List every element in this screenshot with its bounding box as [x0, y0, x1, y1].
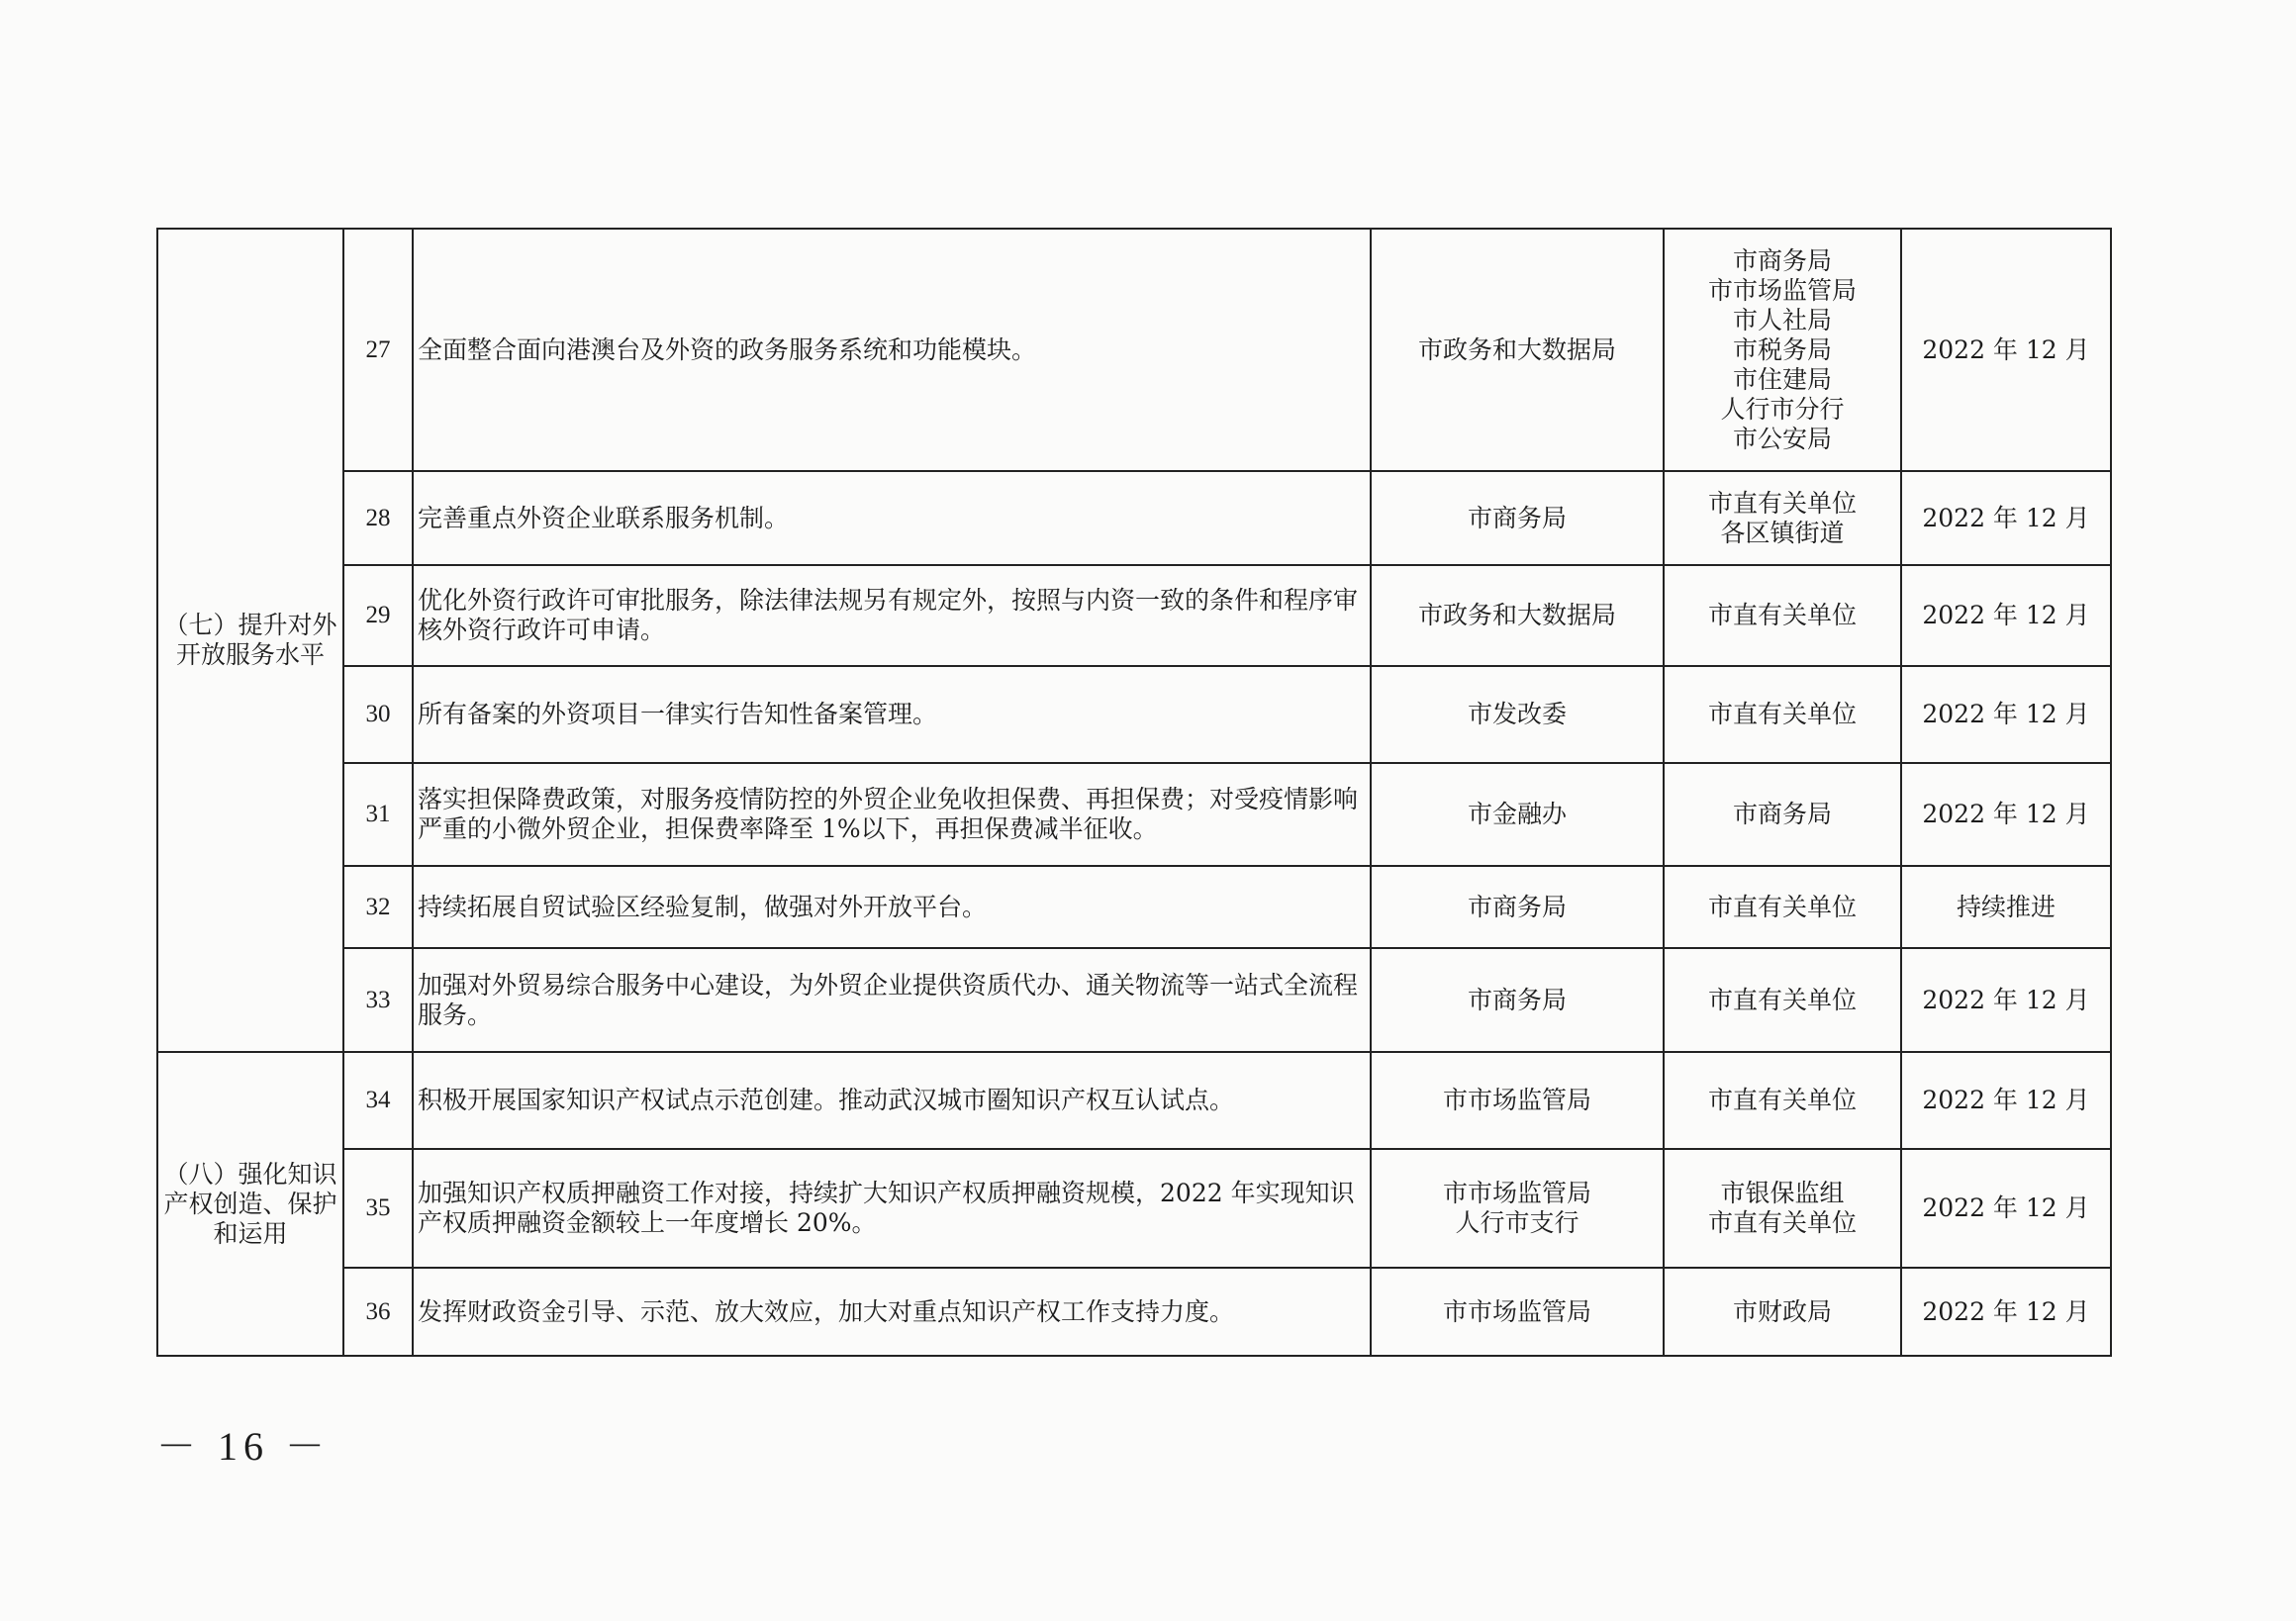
cooperating-unit-cell	[1664, 763, 1901, 866]
item-number: 32	[343, 866, 413, 948]
task-content: 落实担保降费政策，对服务疫情防控的外贸企业免收担保费、再担保费；对受疫情影响严重的小微外贸企业，担保费率降至 1%以下，再担保费减半征收。	[413, 763, 1371, 866]
lead-unit-cell	[1371, 666, 1664, 763]
deadline-cell: 2022 年 12 月	[1901, 229, 2111, 471]
cooperating-unit: 市商务局	[1732, 800, 1832, 828]
lead-unit: 人行市支行	[1455, 1208, 1579, 1237]
lead-unit: 市金融办	[1467, 800, 1567, 828]
cooperating-unit: 市商务局	[1732, 245, 1832, 275]
cooperating-unit-cell	[1664, 471, 1901, 565]
cooperating-unit-cell	[1664, 565, 1901, 666]
table-row	[157, 229, 2111, 471]
lead-unit: 市市场监管局	[1442, 1179, 1591, 1207]
task-content: 完善重点外资企业联系服务机制。	[413, 471, 1371, 565]
task-content: 持续拓展自贸试验区经验复制，做强对外开放平台。	[413, 866, 1371, 948]
category-line: 开放服务水平	[175, 640, 325, 669]
cooperating-unit-cell	[1664, 1268, 1901, 1356]
deadline-cell: 2022 年 12 月	[1901, 666, 2111, 763]
lead-unit: 市市场监管局	[1442, 1086, 1591, 1114]
cooperating-unit: 各区镇街道	[1720, 518, 1845, 547]
task-table	[156, 228, 2112, 1357]
deadline-cell: 2022 年 12 月	[1901, 1149, 2111, 1268]
cooperating-unit-cell	[1664, 948, 1901, 1052]
cooperating-unit: 市住建局	[1732, 364, 1832, 394]
category-line: 产权创造、保护	[163, 1189, 337, 1218]
task-content: 所有备案的外资项目一律实行告知性备案管理。	[413, 666, 1371, 763]
deadline-cell: 2022 年 12 月	[1901, 948, 2111, 1052]
item-number: 28	[343, 471, 413, 565]
lead-unit-cell	[1371, 229, 1664, 471]
lead-unit-cell	[1371, 471, 1664, 565]
task-content: 加强知识产权质押融资工作对接，持续扩大知识产权质押融资规模，2022 年实现知识产权质押融资金额较上一年度增长 20%。	[413, 1149, 1371, 1268]
task-content: 全面整合面向港澳台及外资的政务服务系统和功能模块。	[413, 229, 1371, 471]
cooperating-unit: 市财政局	[1732, 1296, 1832, 1326]
cooperating-unit: 市银保监组	[1720, 1179, 1845, 1207]
cooperating-unit: 市直有关单位	[1707, 1208, 1857, 1237]
table-row	[157, 565, 2111, 666]
category-line: 和运用	[213, 1218, 288, 1248]
table-row	[157, 1052, 2111, 1149]
task-content: 积极开展国家知识产权试点示范创建。推动武汉城市圈知识产权互认试点。	[413, 1052, 1371, 1149]
lead-unit-cell	[1371, 565, 1664, 666]
lead-unit: 市政务和大数据局	[1417, 334, 1616, 364]
cooperating-unit-cell	[1664, 866, 1901, 948]
lead-unit-cell	[1371, 1149, 1664, 1268]
deadline-cell: 持续推进	[1901, 866, 2111, 948]
lead-unit: 市商务局	[1467, 985, 1567, 1014]
deadline-cell: 2022 年 12 月	[1901, 565, 2111, 666]
item-number: 36	[343, 1268, 413, 1356]
item-number: 31	[343, 763, 413, 866]
item-number: 35	[343, 1149, 413, 1268]
table-row	[157, 866, 2111, 948]
cooperating-unit-cell	[1664, 229, 1901, 471]
cooperating-unit: 人行市分行	[1720, 394, 1845, 424]
cooperating-unit-cell	[1664, 1052, 1901, 1149]
cooperating-unit: 市直有关单位	[1707, 892, 1857, 921]
table-row	[157, 1149, 2111, 1268]
lead-unit-cell	[1371, 1052, 1664, 1149]
table-row	[157, 948, 2111, 1052]
deadline-cell: 2022 年 12 月	[1901, 1268, 2111, 1356]
lead-unit: 市发改委	[1467, 700, 1567, 728]
lead-unit-cell	[1371, 763, 1664, 866]
cooperating-unit: 市直有关单位	[1707, 601, 1857, 629]
task-content: 优化外资行政许可审批服务，除法律法规另有规定外，按照与内资一致的条件和程序审核外资行政许可申请。	[413, 565, 1371, 666]
cooperating-unit: 市人社局	[1732, 305, 1832, 334]
lead-unit-cell	[1371, 948, 1664, 1052]
lead-unit: 市政务和大数据局	[1417, 601, 1616, 629]
category-cell	[157, 1052, 343, 1356]
cooperating-unit: 市直有关单位	[1707, 1086, 1857, 1114]
cooperating-unit-cell	[1664, 1149, 1901, 1268]
lead-unit: 市市场监管局	[1442, 1296, 1591, 1326]
lead-unit: 市商务局	[1467, 892, 1567, 921]
cooperating-unit-cell	[1664, 666, 1901, 763]
lead-unit-cell	[1371, 1268, 1664, 1356]
task-content: 发挥财政资金引导、示范、放大效应，加大对重点知识产权工作支持力度。	[413, 1268, 1371, 1356]
deadline-cell: 2022 年 12 月	[1901, 763, 2111, 866]
cooperating-unit: 市直有关单位	[1707, 488, 1857, 518]
item-number: 30	[343, 666, 413, 763]
cooperating-unit: 市市场监管局	[1707, 275, 1857, 305]
deadline-cell: 2022 年 12 月	[1901, 471, 2111, 565]
page-number: － 16 －	[156, 1424, 331, 1469]
table-row	[157, 471, 2111, 565]
item-number: 33	[343, 948, 413, 1052]
item-number: 27	[343, 229, 413, 471]
cooperating-unit: 市公安局	[1732, 424, 1832, 453]
table-row	[157, 1268, 2111, 1356]
cooperating-unit: 市直有关单位	[1707, 700, 1857, 728]
item-number: 34	[343, 1052, 413, 1149]
lead-unit-cell	[1371, 866, 1664, 948]
table-row	[157, 666, 2111, 763]
deadline-cell: 2022 年 12 月	[1901, 1052, 2111, 1149]
item-number: 29	[343, 565, 413, 666]
table-row	[157, 763, 2111, 866]
category-line: （七）提升对外	[163, 611, 337, 639]
task-content: 加强对外贸易综合服务中心建设，为外贸企业提供资质代办、通关物流等一站式全流程服务。	[413, 948, 1371, 1052]
cooperating-unit: 市直有关单位	[1707, 985, 1857, 1014]
category-cell	[157, 229, 343, 1052]
category-line: （八）强化知识	[163, 1159, 337, 1189]
lead-unit: 市商务局	[1467, 503, 1567, 532]
cooperating-unit: 市税务局	[1732, 334, 1832, 364]
